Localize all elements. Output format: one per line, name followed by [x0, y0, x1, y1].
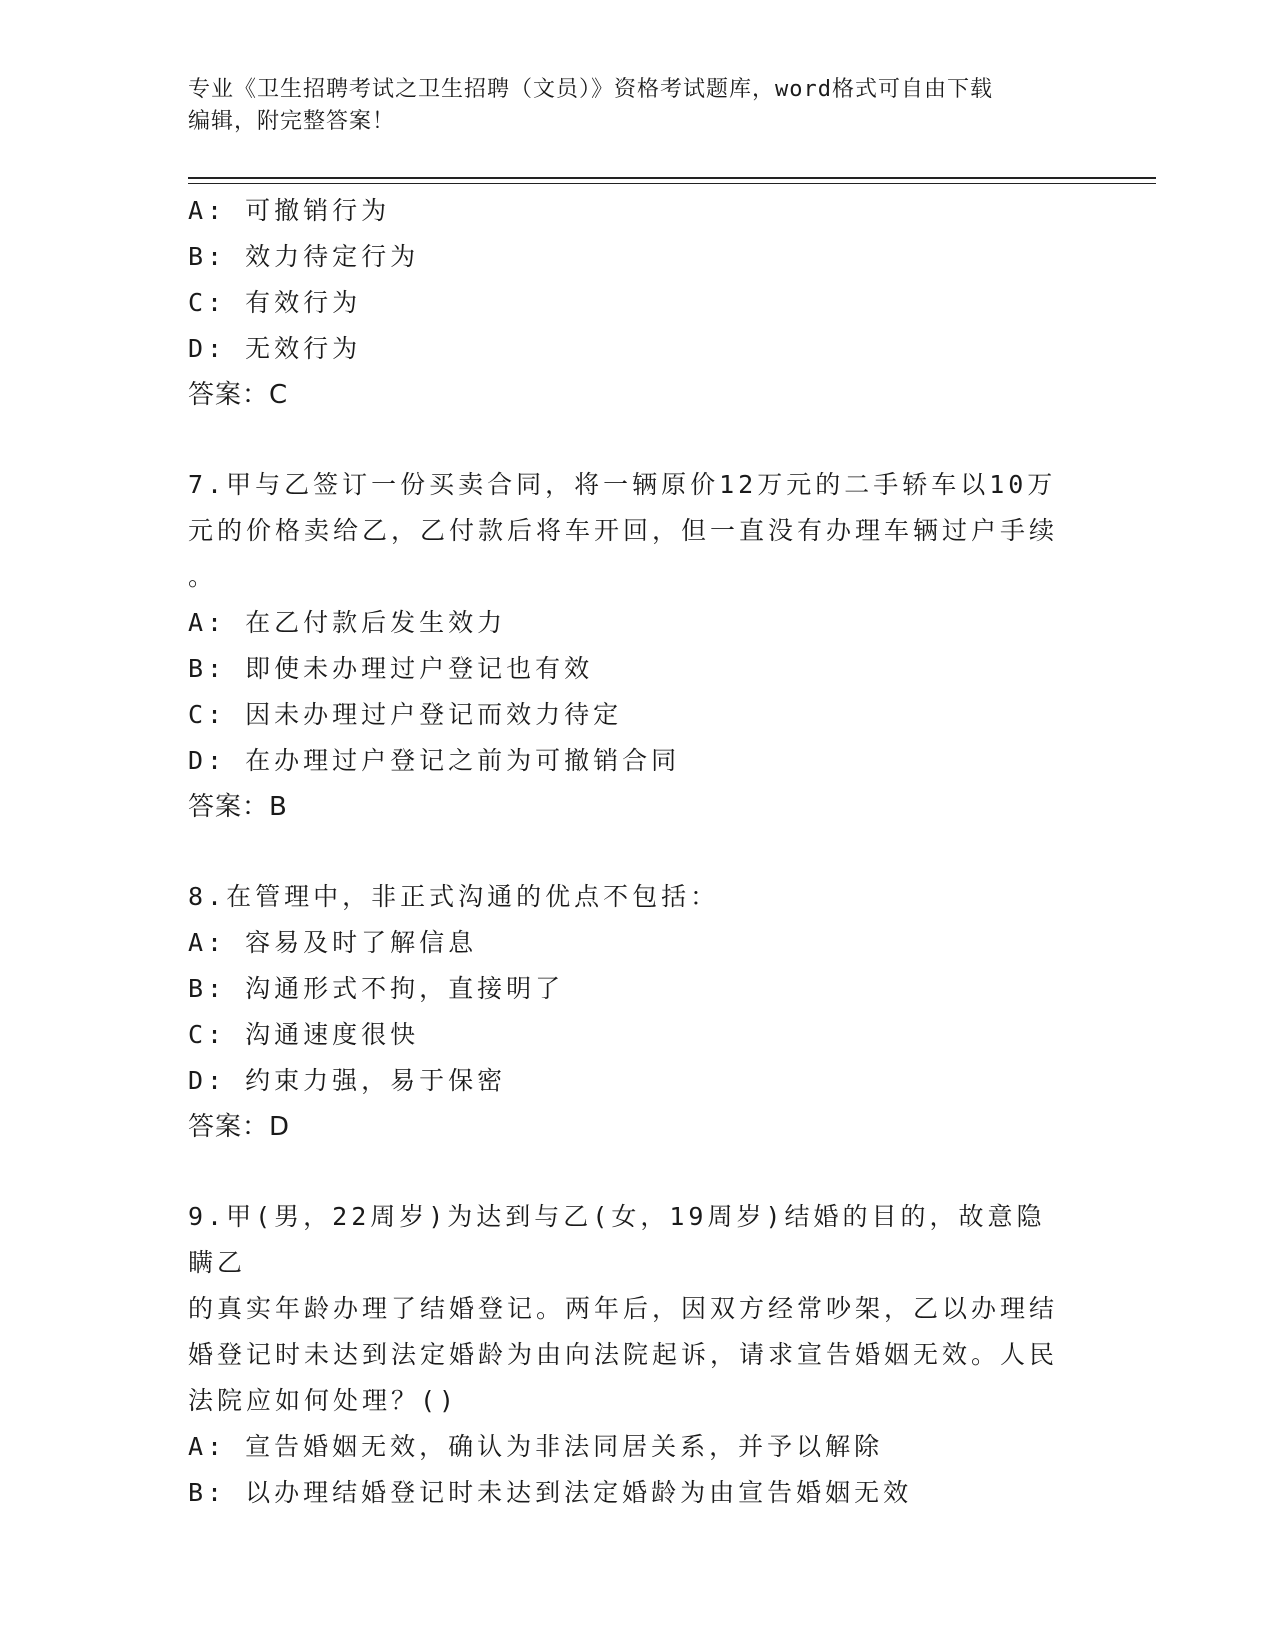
header-line-2: 编辑，附完整答案！ [188, 109, 396, 134]
header-line-1: 专业《卫生招聘考试之卫生招聘（文员）》资格考试题库，word格式可自由下载 [188, 77, 993, 102]
option-a: A: 宣告婚姻无效，确认为非法同居关系，并予以解除 [188, 1432, 884, 1461]
question-stem-line: 婚登记时未达到法定婚龄为由向法院起诉，请求宣告婚姻无效。人民 [188, 1340, 1059, 1369]
option-c: C: 有效行为 [188, 288, 362, 317]
option-d: D: 在办理过户登记之前为可撤销合同 [188, 746, 681, 775]
question-stem-line: 9.甲(男，22周岁)为达到与乙(女，19周岁)结婚的目的，故意隐瞒乙 [188, 1202, 1046, 1277]
answer-line: 答案：D [188, 1112, 291, 1142]
question-6 [188, 188, 1088, 418]
question-7 [188, 462, 1088, 830]
spacer [188, 830, 1088, 874]
question-stem-line: 7.甲与乙签订一份买卖合同，将一辆原价12万元的二手轿车以10万 [188, 470, 1057, 499]
header-divider-thin [188, 183, 1156, 184]
option-d: D: 约束力强，易于保密 [188, 1066, 507, 1095]
question-list [188, 188, 1088, 1516]
question-stem-line: 。 [188, 562, 218, 591]
spacer [188, 1150, 1088, 1194]
answer-line: 答案：C [188, 380, 289, 410]
document-header [188, 74, 1068, 138]
option-c: C: 沟通速度很快 [188, 1020, 420, 1049]
header-divider-thick [188, 177, 1156, 179]
question-9 [188, 1194, 1088, 1516]
answer-line: 答案：B [188, 792, 288, 822]
question-stem-line: 法院应如何处理？() [188, 1386, 459, 1415]
option-a: A: 容易及时了解信息 [188, 928, 478, 957]
question-stem-line: 8.在管理中，非正式沟通的优点不包括： [188, 882, 720, 911]
option-b: B: 效力待定行为 [188, 242, 420, 271]
option-b: B: 沟通形式不拘，直接明了 [188, 974, 565, 1003]
option-b: B: 即使未办理过户登记也有效 [188, 654, 594, 683]
option-c: C: 因未办理过户登记而效力待定 [188, 700, 623, 729]
option-a: A: 可撤销行为 [188, 196, 391, 225]
option-b: B: 以办理结婚登记时未达到法定婚龄为由宣告婚姻无效 [188, 1478, 913, 1507]
question-stem-line: 的真实年龄办理了结婚登记。两年后，因双方经常吵架，乙以办理结 [188, 1294, 1059, 1323]
spacer [188, 418, 1088, 462]
option-d: D: 无效行为 [188, 334, 362, 363]
option-a: A: 在乙付款后发生效力 [188, 608, 507, 637]
question-8 [188, 874, 1088, 1150]
question-stem-line: 元的价格卖给乙，乙付款后将车开回，但一直没有办理车辆过户手续 [188, 516, 1059, 545]
